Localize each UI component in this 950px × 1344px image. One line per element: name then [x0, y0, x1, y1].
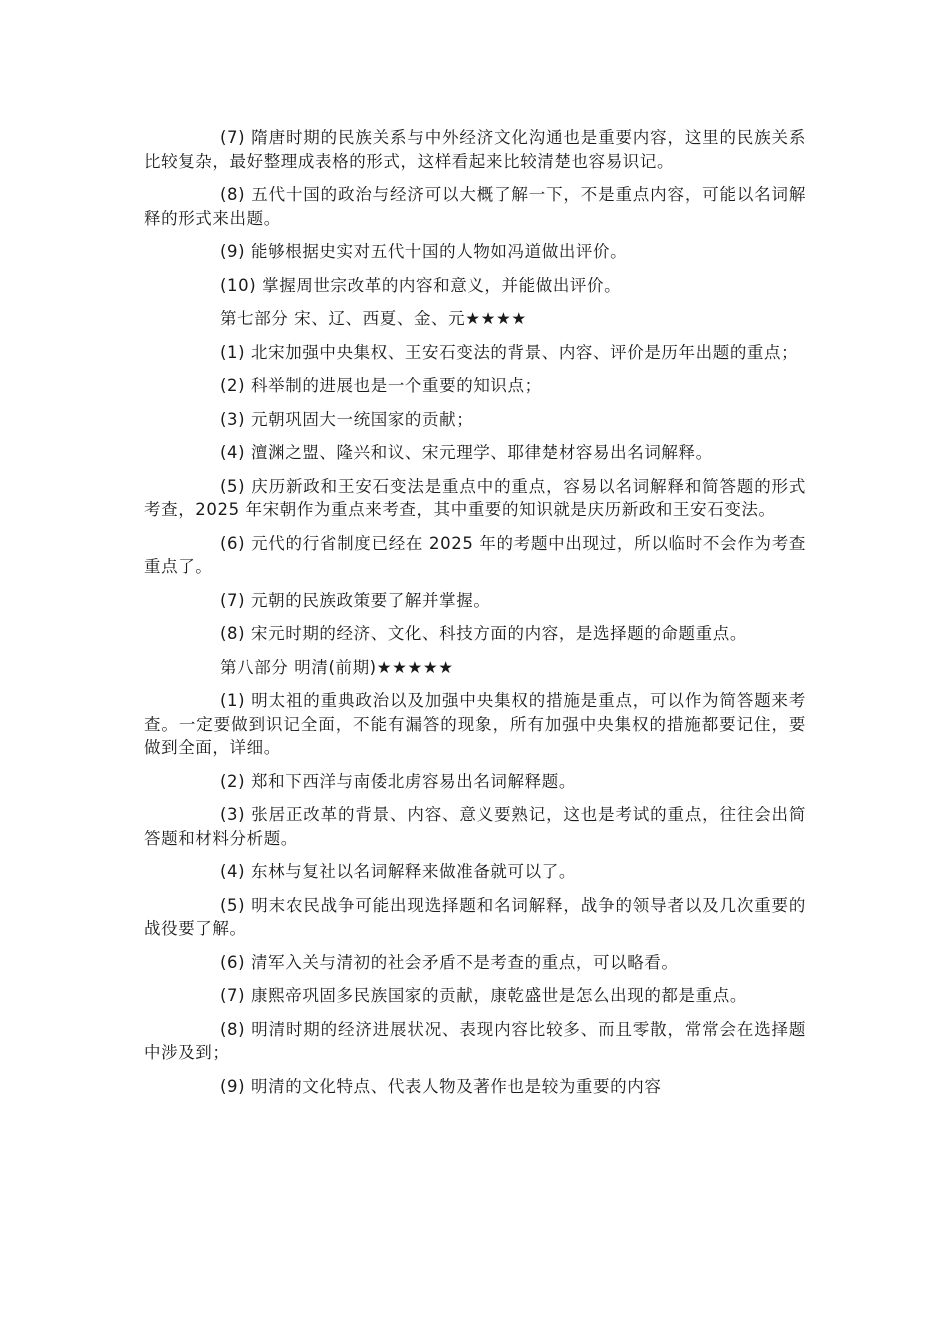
document-body [144, 126, 806, 1108]
paragraph-song-1: (1) 北宋加强中央集权、王安石变法的背景、内容、评价是历年出题的重点； [220, 342, 799, 362]
paragraph-ming-3: (3) 张居正改革的背景、内容、意义要熟记，这也是考试的重点，往往会出简答题和材料分析题。 [144, 805, 806, 848]
paragraph-ming-6: (6) 清军入关与清初的社会矛盾不是考查的重点，可以略看。 [220, 952, 679, 972]
paragraph-song-7: (7) 元朝的民族政策要了解并掌握。 [220, 590, 491, 610]
paragraph-song-4: (4) 澶渊之盟、隆兴和议、宋元理学、耶律楚材容易出名词解释。 [220, 443, 713, 462]
paragraph-ming-7: (7) 康熙帝巩固多民族国家的贡献，康乾盛世是怎么出现的都是重点。 [220, 986, 747, 1005]
paragraph-song-8: (8) 宋元时期的经济、文化、科技方面的内容，是选择题的命题重点。 [220, 624, 747, 643]
paragraph-ming-9: (9) 明清的文化特点、代表人物及著作也是较为重要的内容 [220, 1076, 662, 1096]
paragraph-wudai-9: (9) 能够根据史实对五代十国的人物如冯道做出评价。 [220, 242, 628, 261]
paragraph-ming-1: (1) 明太祖的重典政治以及加强中央集权的措施是重点，可以作为简答题来考查。一定要做到识记全面，不能有漏答的现象，所有加强中央集权的措施都要记住，要做到全面，详细。 [144, 691, 806, 757]
paragraph-ming-8: (8) 明清时期的经济进展状况、表现内容比较多、而且零散，常常会在选择题中涉及到； [144, 1019, 806, 1062]
paragraph-song-6: (6) 元代的行省制度已经在 2025 年的考题中出现过，所以临时不会作为考查重点了。 [144, 533, 806, 576]
paragraph-song-5: (5) 庆历新政和王安石变法是重点中的重点，容易以名词解释和简答题的形式考查，2025 年宋朝作为重点来考查，其中重要的知识就是庆历新政和王安石变法。 [144, 476, 806, 519]
paragraph-sui-tang-7: (7) 隋唐时期的民族关系与中外经济文化沟通也是重要内容，这里的民族关系比较复杂，最好整理成表格的形式，这样看起来比较清楚也容易识记。 [144, 128, 806, 171]
paragraph-ming-2: (2) 郑和下西洋与南倭北虏容易出名词解释题。 [220, 771, 576, 791]
section-heading-part-7: 第七部分 宋、辽、西夏、金、元★★★★ [220, 309, 527, 328]
paragraph-ming-5: (5) 明末农民战争可能出现选择题和名词解释，战争的领导者以及几次重要的战役要了解。 [144, 895, 806, 938]
paragraph-wudai-8: (8) 五代十国的政治与经济可以大概了解一下，不是重点内容，可能以名词解释的形式来出题。 [144, 185, 806, 228]
section-heading-part-8: 第八部分 明清(前期)★★★★★ [220, 657, 454, 677]
paragraph-ming-4: (4) 东林与复社以名词解释来做准备就可以了。 [220, 862, 576, 881]
paragraph-song-2: (2) 科举制的进展也是一个重要的知识点； [220, 376, 542, 395]
paragraph-zhou-10: (10) 掌握周世宗改革的内容和意义，并能做出评价。 [220, 275, 622, 295]
paragraph-song-3: (3) 元朝巩固大一统国家的贡献； [220, 409, 474, 429]
